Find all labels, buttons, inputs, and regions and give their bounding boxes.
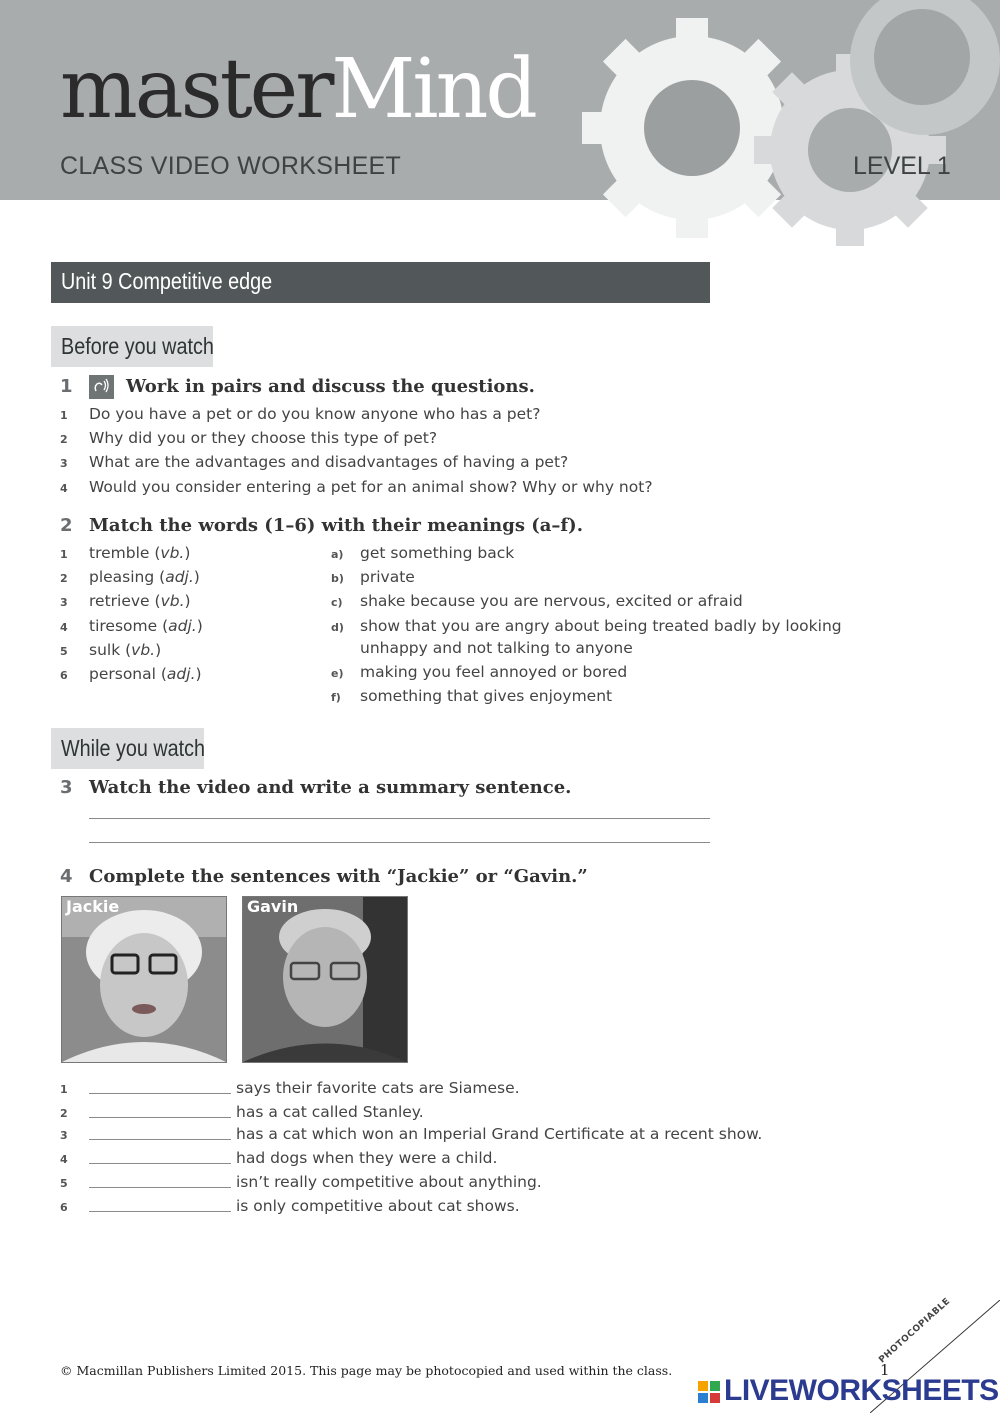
- word-pos: vb.: [160, 592, 185, 610]
- fill-blank[interactable]: [89, 1139, 231, 1140]
- word-num: 5: [60, 645, 68, 658]
- word-pos: adj.: [165, 568, 194, 586]
- mastermind-logo: [60, 40, 535, 140]
- task4-item-num: 3: [60, 1129, 68, 1142]
- task2-number: 2: [60, 515, 73, 536]
- word-num: 3: [60, 596, 68, 609]
- word-pos: adj.: [168, 617, 197, 635]
- section-while-label: While you watch: [61, 735, 206, 761]
- word: tremble: [89, 544, 150, 562]
- word: pleasing: [89, 568, 155, 586]
- meaning-text-cont: unhappy and not talking to anyone: [360, 639, 633, 657]
- section-while-you-watch: [51, 728, 204, 769]
- meaning-text: something that gives enjoyment: [360, 687, 613, 705]
- word-num: 1: [60, 548, 68, 561]
- gavin-label: Gavin: [247, 897, 299, 916]
- word-item: tremble (vb.): [89, 544, 191, 562]
- task1-item-text: Would you consider entering a pet for an animal show? Why or why not?: [89, 478, 653, 496]
- word-item: pleasing (adj.): [89, 568, 200, 586]
- task1-title: Work in pairs and discuss the questions.: [126, 376, 535, 397]
- word-num: 2: [60, 572, 68, 585]
- gavin-photo: [242, 896, 408, 1063]
- logo-master: master: [60, 42, 332, 137]
- task1-item-num: 4: [60, 482, 68, 495]
- unit-title-bar: [51, 262, 710, 303]
- liveworksheets-icon: [698, 1381, 720, 1403]
- task4-number: 4: [60, 866, 73, 887]
- task4-item-num: 1: [60, 1083, 68, 1096]
- task4-item-text: had dogs when they were a child.: [236, 1149, 498, 1167]
- task4-item-num: 5: [60, 1177, 68, 1190]
- task4-item-text: has a cat called Stanley.: [236, 1103, 424, 1121]
- task1-item-text: What are the advantages and disadvantages of having a pet?: [89, 453, 569, 471]
- page-number: 1: [880, 1361, 890, 1379]
- task4-title: Complete the sentences with “Jackie” or “Gavin.”: [89, 866, 588, 887]
- meaning-text: shake because you are nervous, excited or afraid: [360, 592, 743, 610]
- word-item: retrieve (vb.): [89, 592, 191, 610]
- meaning-text: making you feel annoyed or bored: [360, 663, 628, 681]
- task4-item-text: has a cat which won an Imperial Grand Certificate at a recent show.: [236, 1125, 763, 1143]
- section-before-label: Before you watch: [61, 333, 214, 359]
- word: sulk: [89, 641, 121, 659]
- word-pos: vb.: [160, 544, 185, 562]
- answer-line-2[interactable]: [89, 842, 710, 843]
- meaning-letter: a): [331, 548, 344, 561]
- word-pos: vb.: [131, 641, 156, 659]
- meaning-letter: f): [331, 691, 341, 704]
- meaning-letter: d): [331, 621, 344, 634]
- answer-line-1[interactable]: [89, 818, 710, 819]
- task3-title: Watch the video and write a summary sentence.: [89, 777, 572, 798]
- fill-blank[interactable]: [89, 1163, 231, 1164]
- meaning-text: show that you are angry about being treated badly by looking: [360, 617, 842, 635]
- meaning-text: private: [360, 568, 415, 586]
- task1-item-num: 3: [60, 457, 68, 470]
- task1-item-num: 1: [60, 409, 68, 422]
- task4-item-text: says their favorite cats are Siamese.: [236, 1079, 520, 1097]
- task1-item-text: Do you have a pet or do you know anyone who has a pet?: [89, 405, 541, 423]
- section-before-you-watch: [51, 326, 213, 367]
- fill-blank[interactable]: [89, 1187, 231, 1188]
- task4-item-text: is only competitive about cat shows.: [236, 1197, 520, 1215]
- word-item: tiresome (adj.): [89, 617, 203, 635]
- word: personal: [89, 665, 156, 683]
- task4-item-num: 6: [60, 1201, 68, 1214]
- task3-number: 3: [60, 777, 73, 798]
- task4-item-num: 4: [60, 1153, 68, 1166]
- word-num: 6: [60, 669, 68, 682]
- speaking-icon: [89, 375, 114, 399]
- logo-mind: Mind: [331, 42, 535, 137]
- word: tiresome: [89, 617, 158, 635]
- word-num: 4: [60, 621, 68, 634]
- copyright-notice: © Macmillan Publishers Limited 2015. This page may be photocopied and used within the class.: [60, 1363, 673, 1378]
- jackie-photo: [61, 896, 227, 1063]
- meaning-letter: b): [331, 572, 344, 585]
- word-item: sulk (vb.): [89, 641, 162, 659]
- task2-title: Match the words (1–6) with their meanings (a–f).: [89, 515, 583, 536]
- fill-blank[interactable]: [89, 1093, 231, 1094]
- word-pos: adj.: [166, 665, 196, 683]
- worksheet-subtitle: CLASS VIDEO WORKSHEET: [60, 152, 402, 180]
- fill-blank[interactable]: [89, 1211, 231, 1212]
- word: retrieve: [89, 592, 150, 610]
- level-label: LEVEL 1: [853, 152, 951, 180]
- task1-number: 1: [60, 376, 73, 397]
- meaning-letter: c): [331, 596, 343, 609]
- task1-item-num: 2: [60, 433, 68, 446]
- word-item: personal (adj.): [89, 665, 202, 683]
- fill-blank[interactable]: [89, 1117, 231, 1118]
- meaning-text: get something back: [360, 544, 515, 562]
- liveworksheets-brand[interactable]: LIVEWORKSHEETS: [724, 1374, 999, 1407]
- task1-item-text: Why did you or they choose this type of pet?: [89, 429, 438, 447]
- task4-item-text: isn’t really competitive about anything.: [236, 1173, 542, 1191]
- jackie-label: Jackie: [66, 897, 120, 916]
- photocopiable-label: PHOTOCOPIABLE: [877, 1296, 953, 1366]
- meaning-letter: e): [331, 667, 344, 680]
- task4-item-num: 2: [60, 1107, 68, 1120]
- unit-title: Unit 9 Competitive edge: [61, 268, 273, 294]
